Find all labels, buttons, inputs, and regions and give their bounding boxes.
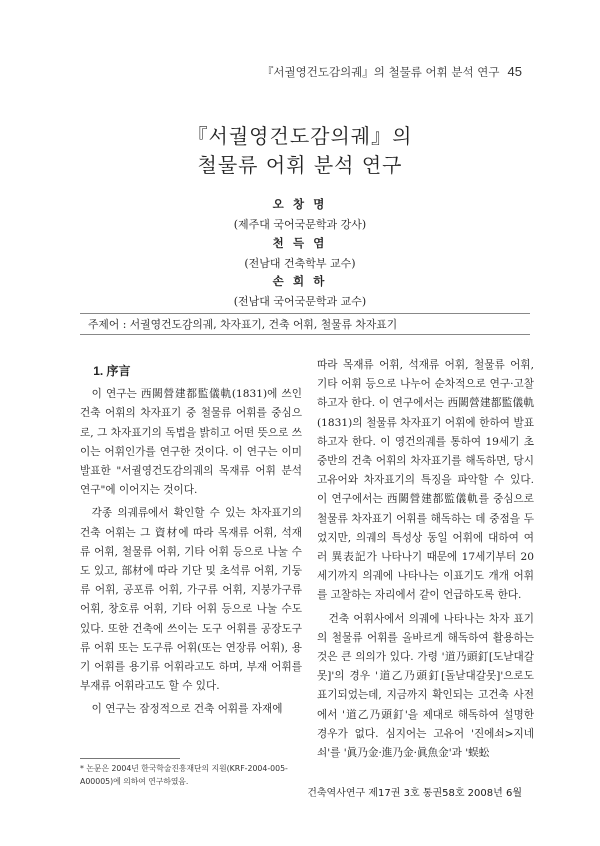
author-affiliation: (전남대 국어국문학과 교수) xyxy=(233,295,367,309)
section-title: 1. 序言 xyxy=(93,364,131,378)
body-paragraph: 이 연구는 잠정적으로 건축 어휘를 자재에 xyxy=(91,703,283,716)
page-number: 45 xyxy=(507,64,522,79)
running-title: 『서궐영건도감의궤』의 철물류 어휘 분석 연구 xyxy=(261,65,500,79)
author-affiliation: (전남대 건축학부 교수) xyxy=(244,256,356,270)
author-name: 천 득 염 xyxy=(272,237,328,250)
left-column xyxy=(80,362,302,720)
title-line-2: 철물류 어휘 분석 연구 xyxy=(197,153,403,177)
journal-footer: 건축역사연구 제17권 3호 통권58호 2008년 6월 xyxy=(307,788,522,799)
body-paragraph: 건축 어휘사에서 의궤에 나타나는 차자 표기의 철물류 어휘를 올바르게 해독하여 활용하는 것은 큰 의의가 있다. 가령 '道乃頭釘[도낟대갈못]'의 경우 '道乙乃頭釘[돌낟대갈못]'으로도 표기되었는데, 지금까지 확인되는 고건축 사전에서 '道乙乃頭釘'을 제대로 해독하여 설명한 경우가 없다. 심지어는 고유어 '진에쇠>지네쇠'를 '眞乃金·進乃金·眞魚金'과 '蜈蚣 xyxy=(317,612,534,760)
footnote: * 논문은 2004년 한국학술진흥재단의 지원(KRF-2004-005-A00005)에 의하여 연구하였음. xyxy=(80,764,288,786)
title-line-1: 『서궐영건도감의궤』의 xyxy=(187,124,413,148)
footnote-divider xyxy=(80,758,180,759)
author-name: 손 희 하 xyxy=(272,276,328,289)
body-paragraph: 각종 의궤류에서 확인할 수 있는 차자표기의 건축 어휘는 그 資材에 따라 목재류 어휘, 석재류 어휘, 철물류 어휘, 기타 어휘 등으로 나눌 수도 있고, 部材에 따라 기단 및 초석류 어휘, 기둥류 어휘, 공포류 어휘, 가구류 어휘, 지붕가구류 어휘, 창호류 어휘, 기타 어휘 등으로 나눌 수도 있다. 또한 건축에 쓰이는 도구 어휘를 공장도구류 어휘 또는 도구류 어휘(또는 연장류 어휘), 용기 어휘를 용기류 어휘라고도 하며, 부재 어휘를 부재류 어휘라고도 할 수 있다. xyxy=(80,507,302,693)
right-column xyxy=(317,356,534,763)
paper-title xyxy=(0,122,600,180)
running-header xyxy=(262,64,522,80)
author-block xyxy=(0,196,600,312)
author-name: 오 창 명 xyxy=(272,199,328,211)
body-paragraph: 따라 목재류 어휘, 석재류 어휘, 철물류 어휘, 기타 어휘 등으로 나누어 순차적으로 연구·고찰하고자 한다. 이 연구에서는 西闕營建都監儀軌(1831)의 철물류 차자표기 어휘에 한하여 발표하고자 한다. 이 영건의궤를 통하여 19세기 초중반의 건축 어휘의 차자표기를 해독하면, 당시 고유어와 차자표기의 특징을 파악할 수 있다. 이 연구에서는 西闕營建都監儀軌를 중심으로 철물류 차자표기 어휘를 해독하는 데 중점을 두었지만, 의궤의 특성상 동일 어휘에 대하여 여러 異表記가 나타나기 때문에 17세기부터 20세기까지 의궤에 나타나는 이표기도 개개 어휘를 고찰하는 자리에서 같이 언급하도록 한다. xyxy=(317,359,534,602)
author-affiliation: (제주대 국어국문학과 강사) xyxy=(233,218,367,232)
body-paragraph: 이 연구는 西闕營建都監儀軌(1831)에 쓰인 건축 어휘의 차자표기 중 철물류 어휘를 중심으로, 그 차자표기의 독법을 밝히고 어떤 뜻으로 쓰이는 어휘인가를 연구한 것이다. 이 연구는 이미 발표한 "서궐영건도감의궤의 목재류 어휘 분석 연구"에 이어지는 것이다. xyxy=(80,388,302,497)
keywords-box: 주제어 : 서궐영건도감의궤, 차자표기, 건축 어휘, 철물류 차자표기 xyxy=(80,313,530,335)
